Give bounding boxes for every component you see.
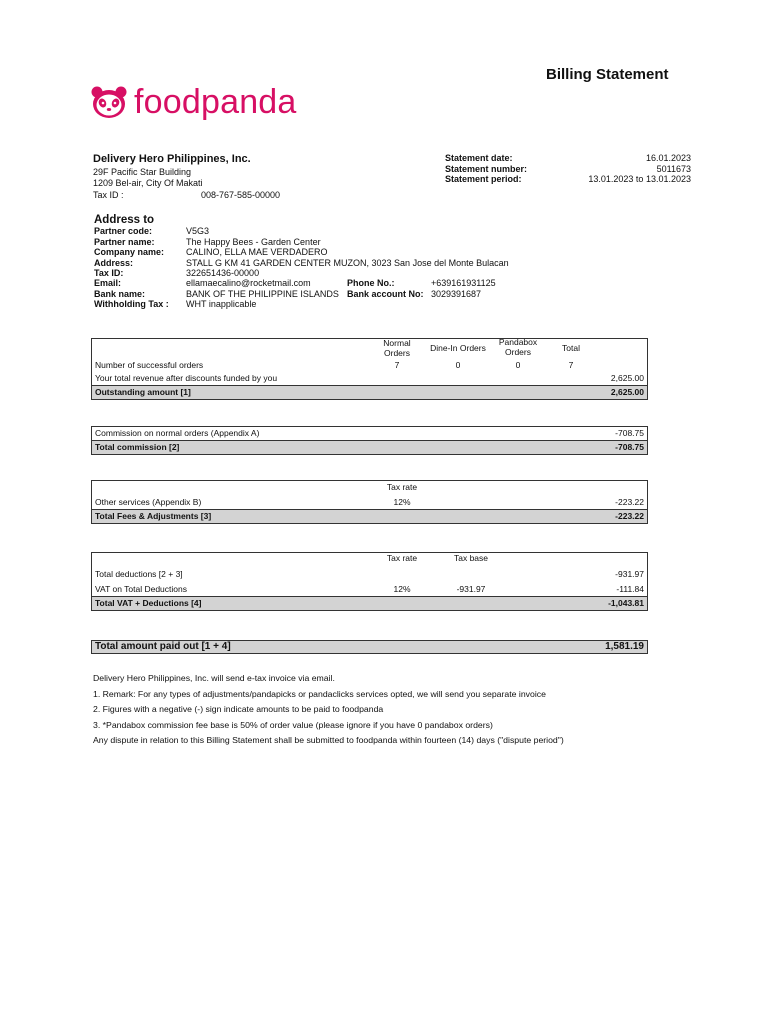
- company-name-value: CALINO, ELLA MAE VERDADERO: [186, 247, 328, 258]
- fees-table: [91, 480, 648, 524]
- total-paid-out-label: Total amount paid out [1 + 4]: [95, 641, 231, 652]
- vat-table: [91, 552, 648, 611]
- partner-name-row: [94, 237, 509, 247]
- total-vat-value: -1,043.81: [608, 598, 644, 608]
- orders-header-row: [92, 339, 647, 359]
- withholding-label: Withholding Tax :: [94, 299, 169, 310]
- total-revenue-row: [92, 372, 647, 385]
- note-item: 1. Remark: For any types of adjustments/pandapicks or pandaclicks services opted, we will send you separate invoice: [93, 688, 546, 699]
- partner-name-label: Partner name:: [94, 236, 155, 247]
- address-to-heading: Address to: [94, 214, 155, 226]
- total-deductions-row: [92, 568, 647, 581]
- bank-value: BANK OF THE PHILIPPINE ISLANDS: [186, 288, 339, 299]
- statement-date-row: [445, 153, 691, 164]
- brand-wordmark: foodpanda: [134, 82, 297, 121]
- total-fees-label: Total Fees & Adjustments [3]: [95, 511, 212, 521]
- withholding-row: [94, 299, 509, 309]
- company-address-line2: 1209 Bel-air, City Of Makati: [93, 178, 203, 188]
- col-dine-in-orders: Dine-In Orders: [430, 343, 486, 353]
- total-vat-label: Total VAT + Deductions [4]: [95, 598, 202, 608]
- statement-period-value: 13.01.2023 to 13.01.2023: [588, 174, 691, 184]
- other-services-value: -223.22: [615, 497, 644, 507]
- col-total: Total: [562, 343, 580, 353]
- bank-label: Bank name:: [94, 288, 146, 299]
- other-services-row: [92, 496, 647, 509]
- company-name: Delivery Hero Philippines, Inc.: [93, 153, 251, 165]
- vat-deductions-value: -111.84: [616, 584, 644, 594]
- partner-code-row: [94, 226, 509, 236]
- company-tax-row: [93, 189, 280, 201]
- phone-label: Phone No.:: [347, 278, 395, 289]
- note-item: Delivery Hero Philippines, Inc. will send e-tax invoice via email.: [93, 673, 335, 683]
- commission-table: [91, 426, 648, 455]
- partner-code-label: Partner code:: [94, 226, 153, 237]
- total-revenue-label: Your total revenue after discounts funded by you: [95, 373, 278, 383]
- commission-row: [92, 427, 647, 440]
- tax-id-row: [94, 268, 509, 278]
- withholding-value: WHT inapplicable: [186, 299, 257, 310]
- company-address-line1: 29F Pacific Star Building: [93, 167, 192, 177]
- total-commission-label: Total commission [2]: [95, 442, 180, 452]
- commission-value: -708.75: [615, 428, 644, 438]
- col-tax-rate: Tax rate: [386, 482, 418, 492]
- email-row: [94, 278, 509, 288]
- email-label: Email:: [94, 278, 122, 289]
- statement-info: [445, 153, 691, 185]
- note-item: Any dispute in relation to this Billing Statement shall be submitted to foodpanda within fourteen (14) days ("dispute period"): [93, 735, 564, 745]
- statement-date-value: 16.01.2023: [645, 153, 691, 163]
- total-deductions-label: Total deductions [2 + 3]: [95, 569, 183, 579]
- fees-header-row: [92, 481, 647, 496]
- address-value: STALL G KM 41 GARDEN CENTER MUZON, 3023 San Jose del Monte Bulacan: [186, 257, 509, 268]
- total-revenue-value: 2,625.00: [610, 373, 644, 383]
- company-tax-label: Tax ID :: [93, 190, 124, 200]
- bank-account-label: Bank account No:: [347, 288, 424, 299]
- other-services-rate: 12%: [393, 497, 411, 507]
- company-info: [93, 153, 280, 201]
- vat-deductions-label: VAT on Total Deductions: [95, 584, 187, 594]
- partner-name-value: The Happy Bees - Garden Center: [186, 236, 321, 247]
- total-fees-row: [92, 509, 647, 523]
- vat-rate-value: 12%: [393, 584, 411, 594]
- vat-base-value: -931.97: [456, 584, 486, 594]
- successful-orders-label: Number of successful orders: [95, 360, 204, 370]
- col-pandabox-orders: Pandabox Orders: [498, 337, 538, 357]
- address-to-block: [94, 215, 509, 310]
- email-value: ellamaecalino@rocketmail.com: [186, 278, 311, 289]
- total-commission-value: -708.75: [615, 442, 644, 452]
- company-tax-value: 008-767-585-00000: [201, 190, 281, 200]
- vat-header-row: [92, 553, 647, 566]
- address-label: Address:: [94, 257, 134, 268]
- normal-orders-value: 7: [394, 360, 400, 370]
- notes-section: [93, 671, 653, 749]
- vat-deductions-row: [92, 583, 647, 596]
- col-vat-tax-base: Tax base: [453, 553, 489, 563]
- dine-in-orders-value: 0: [455, 360, 461, 370]
- tax-id-label: Tax ID:: [94, 268, 124, 279]
- outstanding-amount-row: [92, 385, 647, 399]
- col-vat-tax-rate: Tax rate: [386, 553, 418, 563]
- phone-value: +639161931125: [431, 278, 496, 289]
- statement-number-label: Statement number:: [445, 163, 528, 174]
- orders-table: [91, 338, 648, 400]
- company-name-label: Company name:: [94, 247, 165, 258]
- statement-date-label: Statement date:: [445, 153, 513, 163]
- bank-account-value: 3029391687: [431, 288, 482, 299]
- col-normal-orders: Normal Orders: [383, 338, 411, 358]
- foodpanda-logo: [90, 80, 297, 124]
- total-orders-value: 7: [568, 360, 574, 370]
- total-fees-value: -223.22: [615, 511, 644, 521]
- pandabox-orders-value: 0: [515, 360, 521, 370]
- statement-period-label: Statement period:: [445, 174, 522, 184]
- total-paid-out-value: 1,581.19: [605, 641, 644, 652]
- statement-number-value: 5011673: [656, 163, 691, 174]
- total-commission-row: [92, 440, 647, 454]
- partner-code-value: V5G3: [186, 226, 210, 237]
- tax-id-value: 322651436-00000: [186, 268, 260, 279]
- commission-label: Commission on normal orders (Appendix A): [95, 428, 260, 438]
- other-services-label: Other services (Appendix B): [95, 497, 202, 507]
- total-vat-row: [92, 596, 647, 610]
- total-deductions-value: -931.97: [615, 569, 644, 579]
- address-row: [94, 258, 509, 268]
- document-title: Billing Statement: [546, 66, 669, 83]
- outstanding-amount-value: 2,625.00: [610, 387, 644, 397]
- statement-period-row: [445, 174, 691, 185]
- total-paid-out-row: [91, 640, 648, 654]
- successful-orders-row: [92, 359, 647, 372]
- statement-number-row: [445, 164, 691, 175]
- panda-icon: [90, 84, 128, 120]
- note-item: 3. *Pandabox commission fee base is 50% of order value (please ignore if you have 0 pandabox orders): [93, 719, 493, 730]
- note-item: 2. Figures with a negative (-) sign indicate amounts to be paid to foodpanda: [93, 704, 384, 714]
- company-name-row: [94, 247, 509, 257]
- bank-row: [94, 289, 509, 299]
- outstanding-amount-label: Outstanding amount [1]: [95, 387, 191, 397]
